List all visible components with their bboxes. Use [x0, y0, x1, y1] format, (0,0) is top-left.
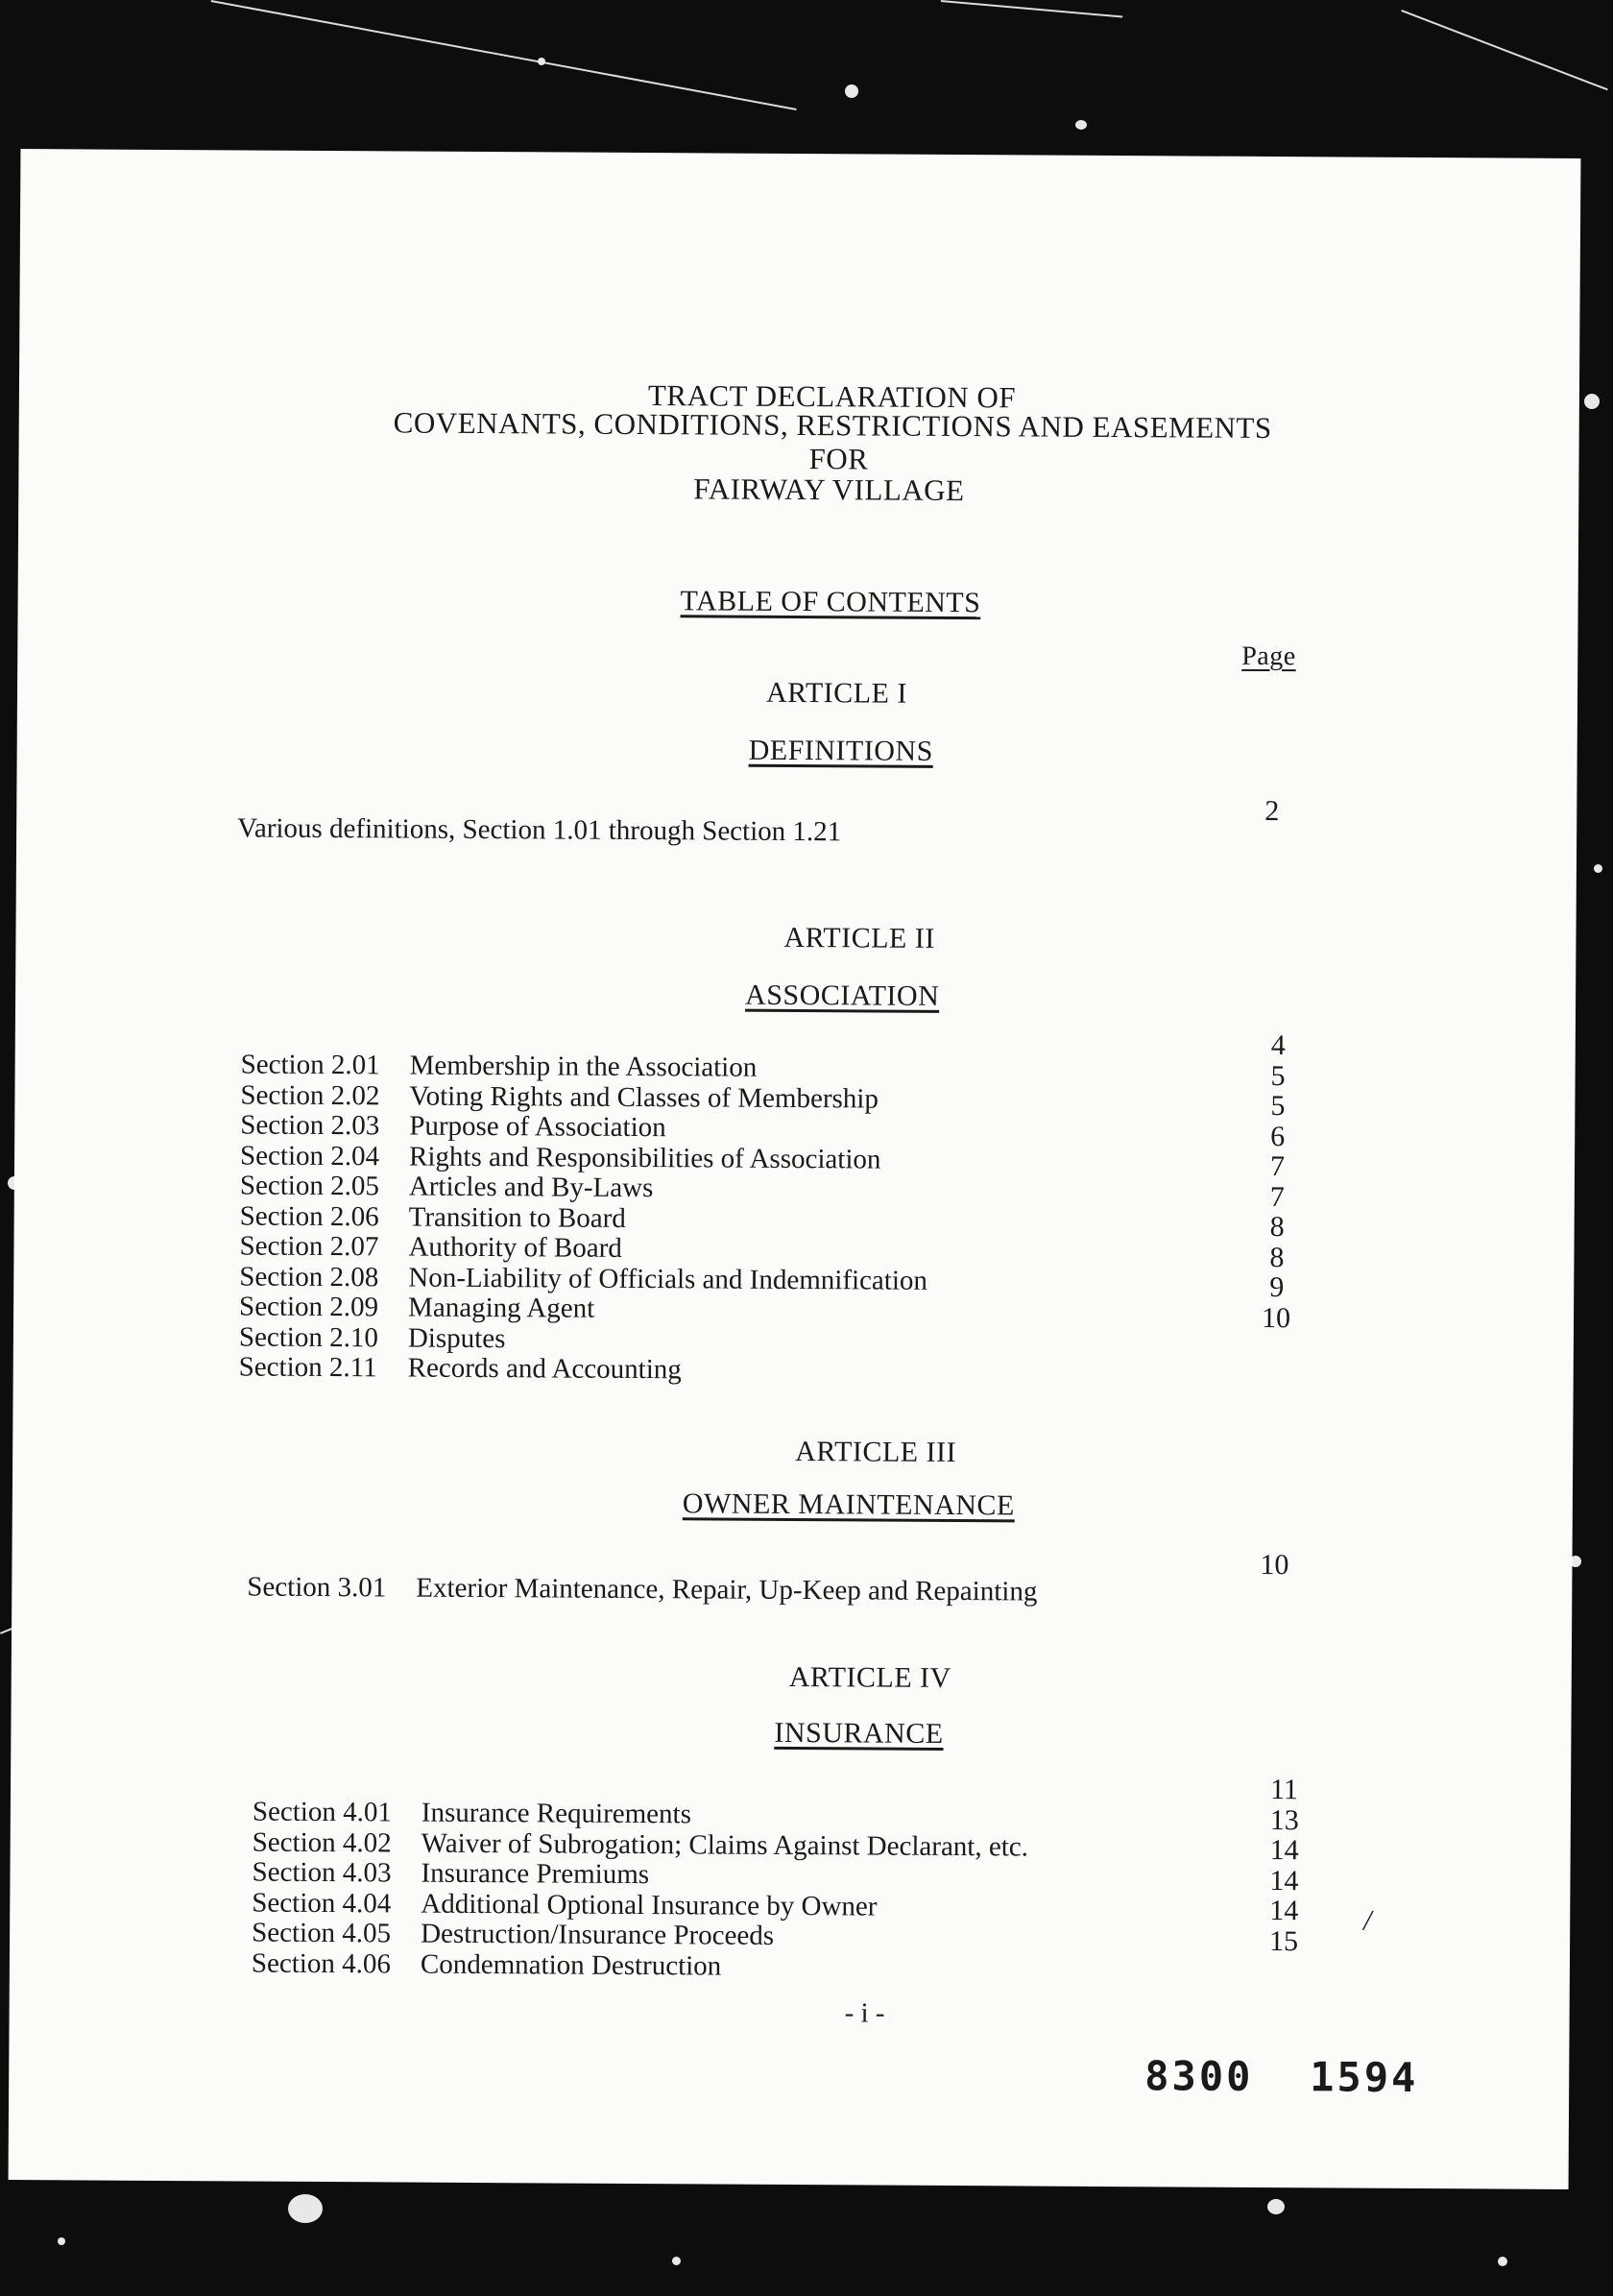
- article-3-entry: [247, 1572, 1037, 1608]
- section-number: Section 2.08: [239, 1260, 379, 1293]
- section-title: Exterior Maintenance, Repair, Up-Keep and Repainting: [416, 1572, 1038, 1607]
- scan-speck: [845, 85, 858, 98]
- toc-entry: [240, 1110, 928, 1145]
- section-title: Disputes: [407, 1322, 506, 1354]
- page-number: 11: [1269, 1774, 1299, 1806]
- toc-entry: [239, 1292, 927, 1326]
- page-number: 7: [1269, 1150, 1286, 1183]
- page-number: 8: [1269, 1241, 1285, 1273]
- article-2-page-list: [1261, 1029, 1292, 1334]
- section-number: Section 3.01: [247, 1571, 387, 1604]
- article-4-label: ARTICLE IV: [788, 1660, 951, 1695]
- section-number: Section 2.09: [239, 1291, 379, 1323]
- article-1-page: 2: [1264, 794, 1280, 828]
- scan-streak: [211, 0, 797, 110]
- article-1-heading: DEFINITIONS: [748, 734, 933, 767]
- toc-entry: [239, 1352, 927, 1387]
- title-line-2: COVENANTS, CONDITIONS, RESTRICTIONS AND EASEMENTS: [393, 405, 1272, 446]
- scan-speck: [672, 2257, 681, 2265]
- scan-speck: [1075, 120, 1087, 130]
- page-number: 10: [1261, 1301, 1291, 1334]
- article-3-page: 10: [1260, 1548, 1289, 1582]
- page-number: 7: [1269, 1180, 1285, 1213]
- section-title: Authority of Board: [408, 1231, 622, 1264]
- stamp-number-left: 8300: [1144, 2052, 1254, 2100]
- document-page: [9, 149, 1581, 2189]
- page-number: 15: [1269, 1924, 1299, 1957]
- scan-speck: [538, 58, 545, 65]
- page-number: 13: [1269, 1803, 1299, 1836]
- article-4-page-list: [1269, 1775, 1299, 1956]
- section-number: Section 4.01: [252, 1796, 392, 1828]
- toc-entry: [239, 1231, 927, 1266]
- scan-speck: [58, 2237, 65, 2245]
- article-2-label: ARTICLE II: [783, 921, 935, 955]
- section-title: Condemnation Destruction: [420, 1948, 722, 1982]
- section-title: Waiver of Subrogation; Claims Against Declarant, etc.: [421, 1827, 1029, 1863]
- section-number: Section 4.06: [251, 1947, 392, 1979]
- scan-streak: [1401, 10, 1607, 90]
- toc-entry: [241, 1050, 929, 1084]
- section-number: Section 2.06: [239, 1199, 379, 1232]
- scan-speck: [1498, 2257, 1507, 2266]
- article-3-heading: OWNER MAINTENANCE: [682, 1487, 1015, 1522]
- title-line-1: TRACT DECLARATION OF: [647, 378, 1017, 415]
- page-number: 9: [1269, 1271, 1285, 1304]
- article-4-section-list: [252, 1798, 1028, 1984]
- title-line-3: FOR: [808, 442, 869, 476]
- page-number: 8: [1269, 1211, 1285, 1244]
- section-title: Membership in the Association: [409, 1050, 758, 1083]
- margin-mark: /: [1363, 1904, 1372, 1937]
- scan-speck: [1594, 864, 1602, 873]
- section-title: Non-Liability of Officials and Indemnification: [408, 1262, 928, 1296]
- article-1-label: ARTICLE I: [765, 676, 907, 710]
- section-number: Section 4.04: [252, 1887, 392, 1919]
- section-number: Section 2.03: [240, 1109, 380, 1142]
- scan-speck: [1584, 394, 1600, 409]
- section-number: Section 2.04: [239, 1139, 380, 1172]
- section-number: Section 4.02: [252, 1826, 392, 1858]
- section-title: Destruction/Insurance Proceeds: [421, 1918, 775, 1951]
- page-marker: - i -: [844, 1997, 885, 2029]
- section-number: Section 2.07: [239, 1230, 379, 1263]
- section-number: Section 4.03: [252, 1856, 392, 1889]
- section-title: Voting Rights and Classes of Membership: [409, 1080, 879, 1115]
- section-number: Section 2.11: [238, 1351, 377, 1384]
- section-number: Section 4.05: [252, 1917, 392, 1949]
- section-title: Transition to Board: [408, 1201, 626, 1234]
- title-line-4: FAIRWAY VILLAGE: [693, 471, 965, 508]
- page-number: 5: [1270, 1090, 1286, 1123]
- section-title: Articles and By-Laws: [408, 1171, 654, 1204]
- page-number: 4: [1270, 1029, 1286, 1062]
- section-title: Additional Optional Insurance by Owner: [421, 1888, 878, 1922]
- section-title: Managing Agent: [408, 1292, 595, 1324]
- page-number: 14: [1269, 1834, 1299, 1867]
- page-number: 6: [1270, 1120, 1286, 1152]
- article-2-section-list: [239, 1050, 929, 1387]
- stamp-number-right: 1594: [1310, 2053, 1419, 2101]
- section-number: Section 2.01: [240, 1049, 380, 1081]
- section-number: Section 2.02: [240, 1078, 380, 1111]
- page-column-label: Page: [1241, 640, 1296, 672]
- section-number: Section 2.10: [238, 1320, 379, 1353]
- article-4-heading: INSURANCE: [774, 1716, 944, 1750]
- article-3-label: ARTICLE III: [795, 1436, 957, 1469]
- toc-entry: [252, 1948, 1027, 1983]
- page-number: 14: [1269, 1895, 1299, 1927]
- toc-heading: TABLE OF CONTENTS: [680, 585, 981, 619]
- section-title: Purpose of Association: [409, 1110, 666, 1144]
- article-2-heading: ASSOCIATION: [745, 979, 940, 1012]
- page-number: 14: [1269, 1864, 1299, 1897]
- scan-speck: [1267, 2199, 1285, 2214]
- section-title: Insurance Requirements: [421, 1797, 692, 1830]
- toc-entry: [240, 1171, 928, 1205]
- page-number: 5: [1270, 1059, 1286, 1092]
- section-number: Section 2.05: [239, 1170, 379, 1202]
- scan-speck: [288, 2194, 323, 2223]
- section-title: Records and Accounting: [407, 1352, 682, 1386]
- article-1-entry: Various definitions, Section 1.01 through Section 1.21: [237, 812, 842, 848]
- section-title: Insurance Premiums: [421, 1857, 650, 1891]
- scan-streak: [941, 0, 1122, 18]
- section-title: Rights and Responsibilities of Association: [408, 1141, 881, 1175]
